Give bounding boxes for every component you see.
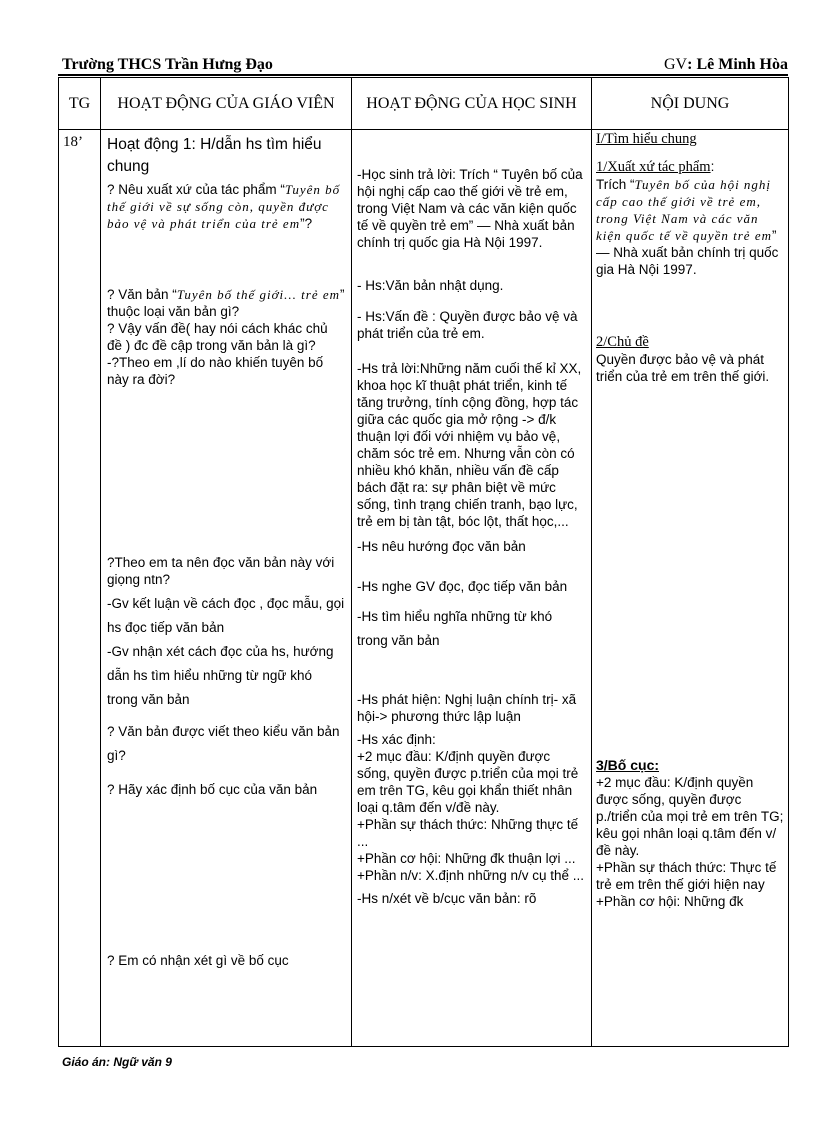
time-cell: 18’ <box>59 130 101 1047</box>
student-answer-7: -Hs tìm hiểu nghĩa những từ khó trong văn bản <box>357 609 553 648</box>
student-answer-9b: +Phần sự thách thức: Những thực tế ... <box>357 817 579 849</box>
student-answer-2: - Hs:Văn bản nhật dụng. <box>357 278 504 293</box>
teacher-question-5: ?Theo em ta nên đọc văn bản này với giọng ntn? <box>107 555 335 587</box>
student-answer-4: -Hs trả lời:Những năm cuối thế kỉ XX, khoa học kĩ thuật phát triển, kinh tế tăng trưởng, tính cộng đồng, hợp tác giữa các quốc gia mở rộng -> đ/k thuận lợi đối với nhiệm vụ bảo vệ, chăm sóc trẻ em. Nhưng vẫn còn có nhiều khó khăn, nhiều vấn đề cấp bách đặt ra: sự phân biệt về mức sống, tình trạng chiến tranh, bạo lực, trẻ em bị tàn tật, bóc lột, thất học,... <box>357 361 582 529</box>
teacher-name: : Lê Minh Hòa <box>687 56 788 73</box>
structure-part-2: +Phần sự thách thức: Thực tế trẻ em trên thế giới hiện nay <box>596 860 777 892</box>
teacher-question-1: ? Nêu xuất xứ của tác phẩm “Tuyên bố thế giới về sự sống còn, quyền được bảo vệ và phát triển của trẻ em”? <box>107 182 341 231</box>
teacher-question-2: ? Văn bản “Tuyên bố thế giới... trẻ em” thuộc loại văn bản gì? <box>107 287 345 319</box>
teacher-step-7: -Gv nhận xét cách đọc của hs, hướng dẫn hs tìm hiểu những từ ngữ khó trong văn bản <box>107 644 334 707</box>
student-answer-6: -Hs nghe GV đọc, đọc tiếp văn bản <box>357 579 568 594</box>
section-heading-1: I/Tìm hiểu chung <box>596 131 697 147</box>
student-answer-9c: +Phần cơ hội: Những đk thuận lợi ... <box>357 851 576 866</box>
student-answer-3: - Hs:Vấn đề : Quyền được bảo vệ và phát triển của trẻ em. <box>357 309 578 341</box>
table-header-row <box>59 78 789 130</box>
student-answer-9: -Hs xác định: <box>357 732 436 747</box>
teacher-question-10: ? Em có nhận xét gì về bố cục <box>107 953 289 968</box>
teacher-step-6: -Gv kết luận về cách đọc , đọc mẫu, gọi hs đọc tiếp văn bản <box>107 596 345 635</box>
activity-title: Hoạt động 1: H/dẫn hs tìm hiểu chung <box>107 136 322 175</box>
subsection-heading-structure: 3/Bố cục: <box>596 757 660 773</box>
school-name: Trường THCS Trần Hưng Đạo <box>62 56 273 73</box>
col-header-teacher: HOẠT ĐỘNG CỦA GIÁO VIÊN <box>101 78 352 130</box>
student-answer-9a: +2 mục đầu: K/định quyền được sống, quyền được p.triển của mọi trẻ em trên TG, kêu gọi khẩn thiết nhân loại q.tâm đến v/đề này. <box>357 749 579 815</box>
subsection-heading-origin: 1/Xuất xứ tác phẩm: <box>596 159 715 175</box>
teacher-question-3: ? Vậy vấn đề( hay nói cách khác chủ đề ) đc đề cập trong văn bản là gì? <box>107 321 328 353</box>
teacher-question-4: -?Theo em ,lí do nào khiến tuyên bố này ra đời? <box>107 355 324 387</box>
student-answer-8: -Hs phát hiện: Nghị luận chính trị- xã hội-> phương thức lập luận <box>357 692 577 724</box>
student-answer-9d: +Phần n/v: X.định những n/v cụ thể ... <box>357 868 585 883</box>
teacher-question-9: ? Hãy xác định bố cục của văn bản <box>107 782 318 797</box>
header-rule <box>58 74 788 76</box>
student-answer-1: -Học sinh trả lời: Trích “ Tuyên bố của hội nghị cấp cao thế giới về trẻ em, trong Việt Nam và các văn kiện quốc tế về quyền trẻ em” — Nhà xuất bản chính trị quốc gia Hà Nội 1997. <box>357 167 583 250</box>
theme-text: Quyền được bảo vệ và phát triển của trẻ em trên thế giới. <box>596 352 770 384</box>
structure-part-3: +Phần cơ hội: Những đk <box>596 894 744 909</box>
teacher-question-8: ? Văn bản được viết theo kiểu văn bản gì? <box>107 724 340 763</box>
table-row <box>59 130 789 1047</box>
col-header-student: HOẠT ĐỘNG CỦA HỌC SINH <box>352 78 592 130</box>
origin-text: Trích “Tuyên bố của hội nghị cấp cao thế giới về trẻ em, trong Việt Nam và các văn kiện quốc tế về quyền trẻ em” — Nhà xuất bản chính trị quốc gia Hà Nội 1997. <box>596 177 779 277</box>
lesson-table <box>58 77 789 1047</box>
structure-part-1: +2 mục đầu: K/định quyền được sống, quyền được p./triển của mọi trẻ em trên TG; kêu gọi nhân loại q.tâm đến v/đề này. <box>596 775 784 858</box>
footer-note: Giáo án: Ngữ văn 9 <box>62 1055 172 1069</box>
teacher-label: GV <box>664 56 688 73</box>
col-header-content: NỘI DUNG <box>592 78 789 130</box>
subsection-heading-theme: 2/Chủ đề <box>596 334 649 350</box>
student-activity-cell <box>352 130 592 1047</box>
content-cell <box>592 130 789 1047</box>
student-answer-10: -Hs n/xét về b/cục văn bản: rõ <box>357 891 537 906</box>
student-answer-5: -Hs nêu hướng đọc văn bản <box>357 539 526 554</box>
teacher-activity-cell <box>101 130 352 1047</box>
teacher-credit <box>664 56 788 74</box>
col-header-tg: TG <box>59 78 101 130</box>
